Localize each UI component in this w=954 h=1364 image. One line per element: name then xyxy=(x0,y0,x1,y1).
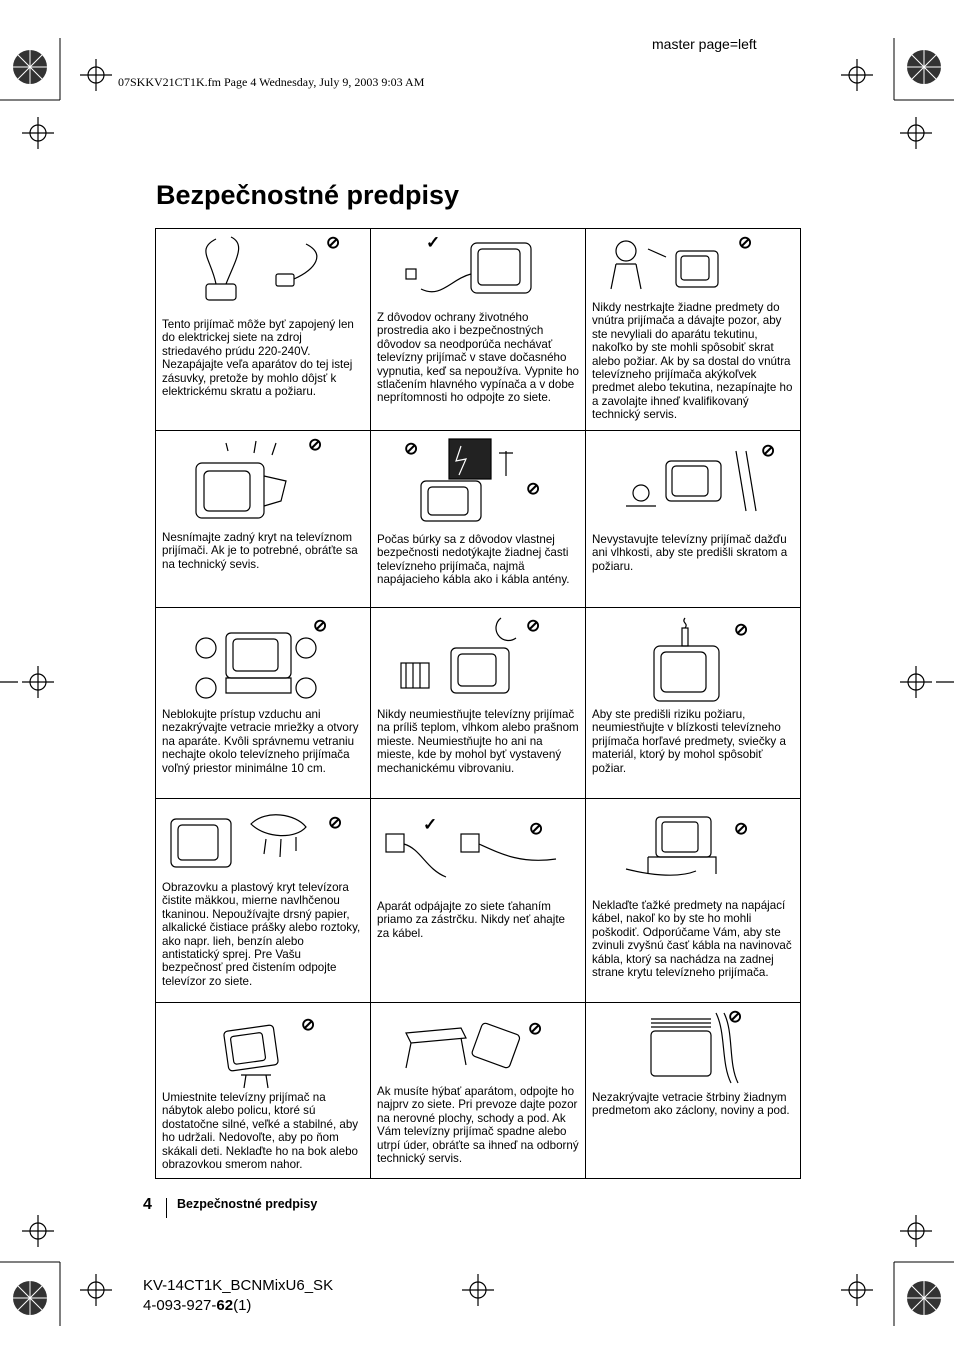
safety-cell xyxy=(371,229,586,431)
model-info xyxy=(143,1276,333,1316)
prohibited-icon: ⊘ xyxy=(738,233,753,252)
safety-cell xyxy=(371,1003,586,1179)
allowed-icon: ✓ xyxy=(423,815,438,834)
prohibited-icon: ⊘ xyxy=(308,435,323,454)
part-code-suffix: (1) xyxy=(233,1297,252,1314)
part-code-prefix: 4-093-927- xyxy=(143,1297,217,1314)
prohibited-icon: ⊘ xyxy=(326,233,341,252)
tv-cleaning-illustration xyxy=(156,799,370,879)
cell-text: Počas búrky sa z dôvodov vlastnej bezpečnosti nedotýkajte žiadnej časti televízneho prijímača, najmä napájacieho kábla ako i kábla antény. xyxy=(377,533,570,587)
footer-section-title: Bezpečnostné predpisy xyxy=(177,1197,318,1211)
safety-cell xyxy=(156,608,371,799)
safety-cell xyxy=(371,608,586,799)
tv-cable-illustration xyxy=(586,799,800,889)
prohibited-icon: ⊘ xyxy=(328,813,343,832)
tv-ventilation-illustration xyxy=(156,608,370,708)
plug-pull-illustration xyxy=(371,799,585,889)
prohibited-icon: ⊘ xyxy=(734,620,749,639)
safety-grid xyxy=(155,228,801,1179)
part-code-bold: 62 xyxy=(216,1297,234,1314)
prohibited-icon: ⊘ xyxy=(761,441,776,460)
prohibited-icon: ⊘ xyxy=(728,1007,743,1026)
tv-back-cover-illustration xyxy=(156,431,370,531)
safety-cell xyxy=(586,431,801,608)
cell-text: Aparát odpájajte zo siete ťahaním priamo za zástrčku. Nikdy neť ahajte za kábel. xyxy=(377,900,565,940)
tv-plug-illustration xyxy=(371,229,585,319)
safety-cell xyxy=(586,1003,801,1179)
cell-text: Tento prijímač môže byť zapojený len do elektrickej siete na zdroj striedavého prúdu 220-240V. Nezapájajte veľa aparátov do tej istej zásuvky, pretože by mohlo dôjsť k elektrickému skratu a požiaru. xyxy=(162,318,354,399)
cell-text: Aby ste predišli riziku požiaru, neumiestňujte v blízkosti televízneho prijímača horľavé predmety, sviečky a materiál, ktorý by mohol spôsobiť požiar. xyxy=(592,708,786,775)
prohibited-icon: ⊘ xyxy=(313,616,328,635)
tv-covered-illustration xyxy=(586,1003,800,1093)
tv-heater-illustration xyxy=(371,608,585,708)
cell-text: Neblokujte prístup vzduchu ani nezakrývajte vetracie mriežky a otvory na aparáte. Kvôli správnemu vetraniu nechajte okolo televízneho prijímača voľný priestor minimálne 10 cm. xyxy=(162,708,359,775)
safety-cell xyxy=(156,1003,371,1179)
tv-candle-illustration xyxy=(586,608,800,708)
page-title: Bezpečnostné predpisy xyxy=(156,180,460,210)
footer-divider xyxy=(166,1198,167,1218)
master-page-label: master page=left xyxy=(652,36,757,52)
prohibited-icon: ⊘ xyxy=(404,439,419,458)
model-name: KV-14CT1K_BCNMixU6_SK xyxy=(143,1277,334,1294)
prohibited-icon: ⊘ xyxy=(734,819,749,838)
prohibited-icon: ⊘ xyxy=(526,479,541,498)
tv-liquid-illustration xyxy=(586,229,800,299)
safety-cell xyxy=(371,431,586,608)
safety-cell xyxy=(156,799,371,1003)
cell-text: Ak musíte hýbať aparátom, odpojte ho najprv zo siete. Pri prevoze dajte pozor na nerovné plochy, schody a pod. Ak Vám televízny prijímač spadne alebo utrpí úder, obráťte sa ihneď na odborný technický servis. xyxy=(377,1085,579,1166)
cell-text: Neklaďte ťažké predmety na napájací kábel, nakoľ ko by ste ho mohli poškodiť. Odporúčame Vám, aby ste zvinuli zvyšnú časť kábla na navinovač kábla, ktorý sa nachádza na zadnej strane krytu televízneho prijímača. xyxy=(592,899,792,980)
safety-cell xyxy=(586,229,801,431)
cell-text: Nikdy nestrkajte žiadne predmety do vnútra prijímača a dávajte pozor, aby ste nevyliali do aparátu tekutinu, nakoľko by ste mohli spôsobiť skrat alebo požiar. Ak by sa dostal do vnútra televízneho prijímača akýkoľvek predmet alebo tekutina, nezapínajte ho a zavolajte ihneď kvalifikovaný technický servis. xyxy=(592,301,793,422)
allowed-icon: ✓ xyxy=(426,233,441,252)
safety-cell xyxy=(371,799,586,1003)
cell-text: Umiestnite televízny prijímač na nábytok alebo policu, ktoré sú dostatočne silné, veľké a stabilné, aby ho udržali. Nedovoľte, aby po ňom skákali deti. Neklaďte ho na bok alebo obrazovkou smerom nahor. xyxy=(162,1091,359,1172)
cell-text: Nikdy neumiestňujte televízny prijímač na príliš teplom, vlhkom alebo prašnom mieste. Neumiestňujte ho ani na mieste, kde by mohol byť vystavený mechanickému vibrovaniu. xyxy=(377,708,579,775)
prohibited-icon: ⊘ xyxy=(529,819,544,838)
cell-text: Nesnímajte zadný kryt na televíznom prijímači. Ak je to potrebné, obráťte sa na technický sevis. xyxy=(162,531,358,571)
safety-cell xyxy=(586,608,801,799)
part-code xyxy=(143,1296,333,1316)
cell-text: Obrazovku a plastový kryt televízora čistite mäkkou, mierne navlhčenou tkaninou. Nepoužívajte drsný papier, alkalické čistiace prášky alebo roztoky, ako napr. lieh, benzín alebo antistatický sprej. Pre Vašu bezpečnosť pred čistením odpojte televízor zo siete. xyxy=(162,881,361,988)
cell-text: Nevystavujte televízny prijímač dažďu ani vlhkosti, aby ste predišli skratom a požiaru. xyxy=(592,533,788,573)
safety-cell xyxy=(586,799,801,1003)
file-info-line: 07SKKV21CT1K.fm Page 4 Wednesday, July 9, 2003 9:03 AM xyxy=(118,75,425,89)
safety-cell xyxy=(156,229,371,431)
tv-stability-illustration xyxy=(156,1003,370,1093)
prohibited-icon: ⊘ xyxy=(528,1019,543,1038)
prohibited-icon: ⊘ xyxy=(526,616,541,635)
page-number: 4 xyxy=(143,1196,152,1213)
cell-text: Nezakrývajte vetracie štrbiny žiadnym predmetom ako záclony, noviny a pod. xyxy=(592,1091,790,1118)
safety-cell xyxy=(156,431,371,608)
cell-text: Z dôvodov ochrany životného prostredia ako i bezpečnostných dôvodov sa neodporúča nechávať televízny prijímač v stave dočasného vypnutia, keď sa nepoužíva. Vypnite ho stlačením hlavného vypínača a v dobe neprítomnosti ho odpojte zo siete. xyxy=(377,311,579,405)
prohibited-icon: ⊘ xyxy=(301,1015,316,1034)
tv-moving-illustration xyxy=(371,1003,585,1083)
